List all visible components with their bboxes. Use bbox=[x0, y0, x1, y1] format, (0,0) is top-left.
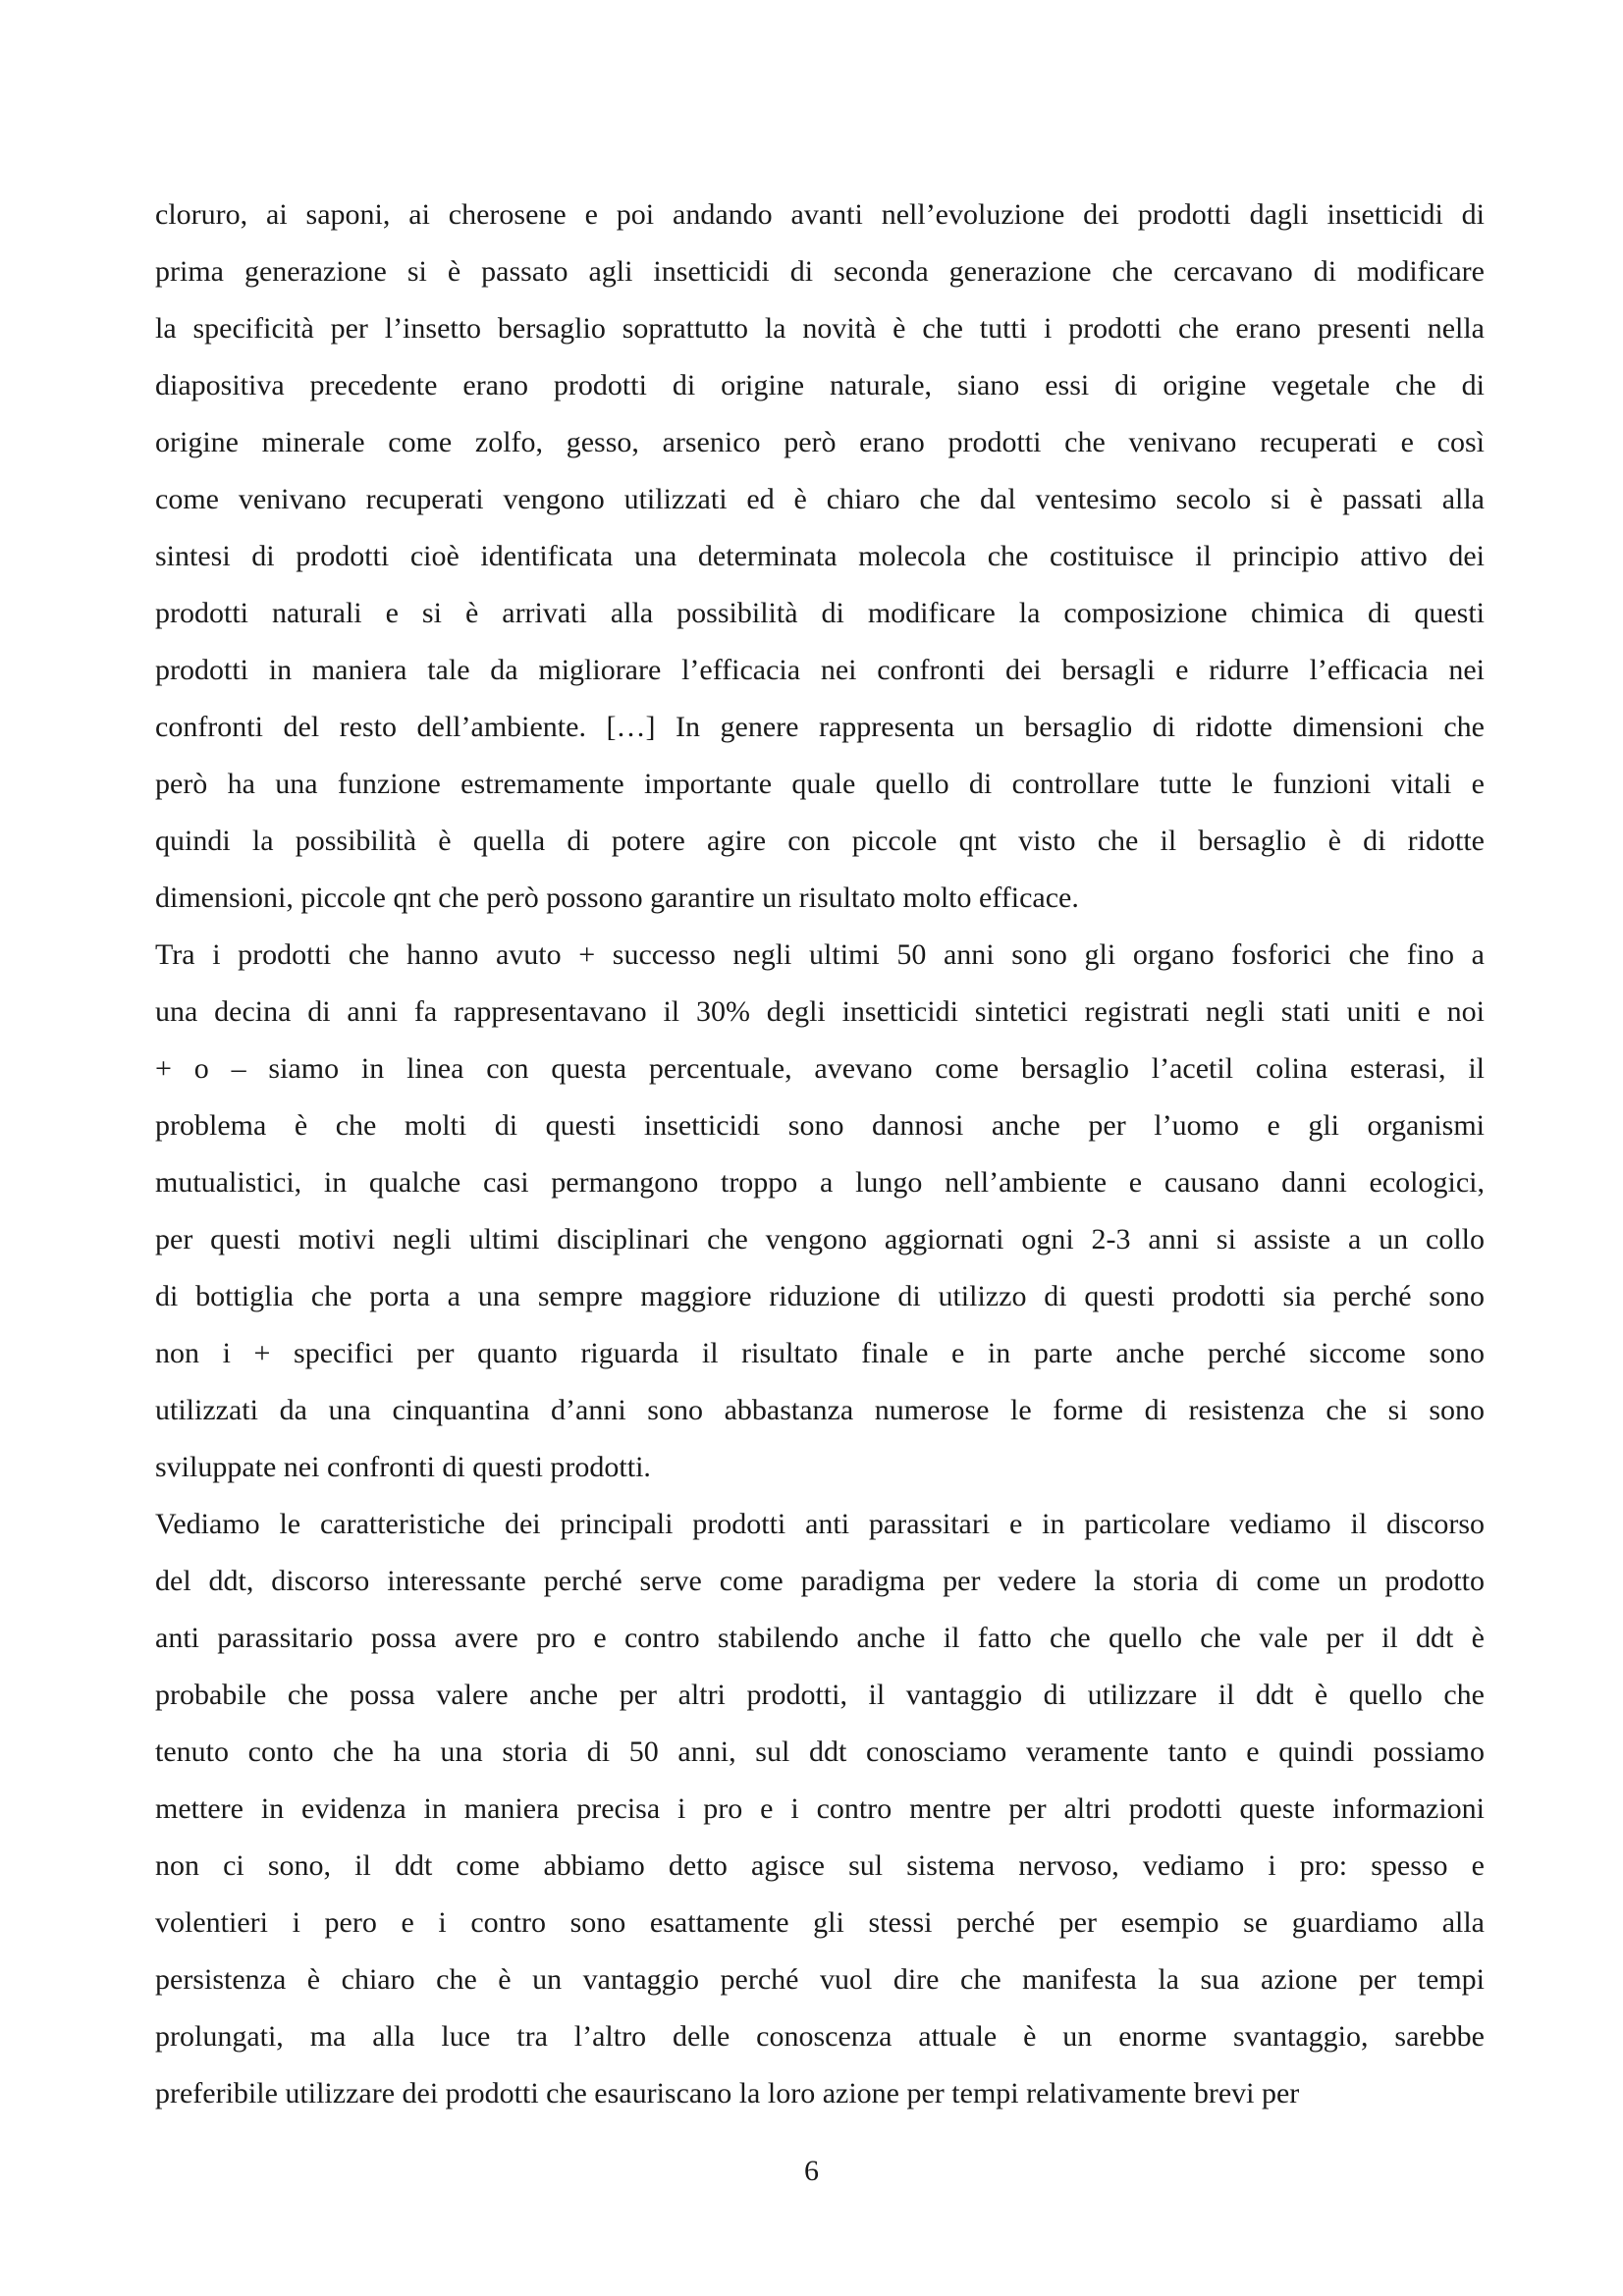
text-line: per questi motivi negli ultimi disciplinari che vengono aggiornati ogni 2-3 anni si assiste a un collo bbox=[155, 1223, 1485, 1255]
text-line: mutualistici, in qualche casi permangono troppo a lungo nell’ambiente e causano danni ecologici, bbox=[155, 1166, 1485, 1199]
text-line: diapositiva precedente erano prodotti di origine naturale, siano essi di origine vegetale che di bbox=[155, 369, 1485, 401]
text-line: dimensioni, piccole qnt che però possono garantire un risultato molto efficace. bbox=[155, 881, 1079, 914]
text-line: prima generazione si è passato agli insetticidi di seconda generazione che cercavano di modificare bbox=[155, 255, 1485, 288]
text-line: non ci sono, il ddt come abbiamo detto agisce sul sistema nervoso, vediamo i pro: spesso e bbox=[155, 1849, 1485, 1882]
text-line: volentieri i pero e i contro sono esattamente gli stessi perché per esempio se guardiamo alla bbox=[155, 1906, 1485, 1939]
page-number: 6 bbox=[804, 2155, 819, 2187]
text-line: la specificità per l’insetto bersaglio soprattutto la novità è che tutti i prodotti che erano presenti nella bbox=[155, 312, 1485, 345]
text-line: cloruro, ai saponi, ai cherosene e poi andando avanti nell’evoluzione dei prodotti dagli insetticidi di bbox=[155, 198, 1485, 231]
text-line: prodotti in maniera tale da migliorare l’efficacia nei confronti dei bersagli e ridurre l’efficacia nei bbox=[155, 654, 1485, 686]
text-line: probabile che possa valere anche per altri prodotti, il vantaggio di utilizzare il ddt è quello che bbox=[155, 1679, 1485, 1711]
text-line: come venivano recuperati vengono utilizzati ed è chiaro che dal ventesimo secolo si è passati alla bbox=[155, 483, 1485, 515]
text-line: Tra i prodotti che hanno avuto + successo negli ultimi 50 anni sono gli organo fosforici che fino a bbox=[155, 938, 1485, 971]
text-line: non i + specifici per quanto riguarda il risultato finale e in parte anche perché siccome sono bbox=[155, 1337, 1485, 1369]
text-line: del ddt, discorso interessante perché serve come paradigma per vedere la storia di come un prodotto bbox=[155, 1565, 1485, 1597]
text-line: tenuto conto che ha una storia di 50 anni, sul ddt conosciamo veramente tanto e quindi possiamo bbox=[155, 1735, 1485, 1768]
text-line: sintesi di prodotti cioè identificata una determinata molecola che costituisce il principio attivo dei bbox=[155, 540, 1485, 572]
text-line: prolungati, ma alla luce tra l’altro delle conoscenza attuale è un enorme svantaggio, sarebbe bbox=[155, 2020, 1485, 2053]
text-line: preferibile utilizzare dei prodotti che esauriscano la loro azione per tempi relativamente brevi per bbox=[155, 2077, 1300, 2109]
text-line: sviluppate nei confronti di questi prodotti. bbox=[155, 1451, 651, 1483]
text-line: però ha una funzione estremamente importante quale quello di controllare tutte le funzioni vitali e bbox=[155, 768, 1485, 800]
text-line: persistenza è chiaro che è un vantaggio perché vuol dire che manifesta la sua azione per tempi bbox=[155, 1963, 1485, 1996]
text-line: Vediamo le caratteristiche dei principali prodotti anti parassitari e in particolare vediamo il discorso bbox=[155, 1508, 1485, 1540]
text-line: quindi la possibilità è quella di potere agire con piccole qnt visto che il bersaglio è di ridotte bbox=[155, 825, 1485, 857]
text-line: una decina di anni fa rappresentavano il 30% degli insetticidi sintetici registrati negli stati uniti e noi bbox=[155, 995, 1485, 1028]
text-line: confronti del resto dell’ambiente. […] In genere rappresenta un bersaglio di ridotte dimensioni che bbox=[155, 711, 1485, 743]
text-line: di bottiglia che porta a una sempre maggiore riduzione di utilizzo di questi prodotti sia perché sono bbox=[155, 1280, 1485, 1312]
text-line: problema è che molti di questi insetticidi sono dannosi anche per l’uomo e gli organismi bbox=[155, 1109, 1485, 1142]
text-line: utilizzati da una cinquantina d’anni sono abbastanza numerose le forme di resistenza che si sono bbox=[155, 1394, 1485, 1426]
text-line: mettere in evidenza in maniera precisa i pro e i contro mentre per altri prodotti queste informazioni bbox=[155, 1792, 1485, 1825]
text-line: prodotti naturali e si è arrivati alla possibilità di modificare la composizione chimica di questi bbox=[155, 597, 1485, 629]
text-line: anti parassitario possa avere pro e contro stabilendo anche il fatto che quello che vale per il ddt è bbox=[155, 1622, 1485, 1654]
document-body bbox=[155, 187, 1485, 2122]
text-line: + o – siamo in linea con questa percentuale, avevano come bersaglio l’acetil colina esterasi, il bbox=[155, 1052, 1485, 1085]
text-line: origine minerale come zolfo, gesso, arsenico però erano prodotti che venivano recuperati e così bbox=[155, 426, 1485, 458]
